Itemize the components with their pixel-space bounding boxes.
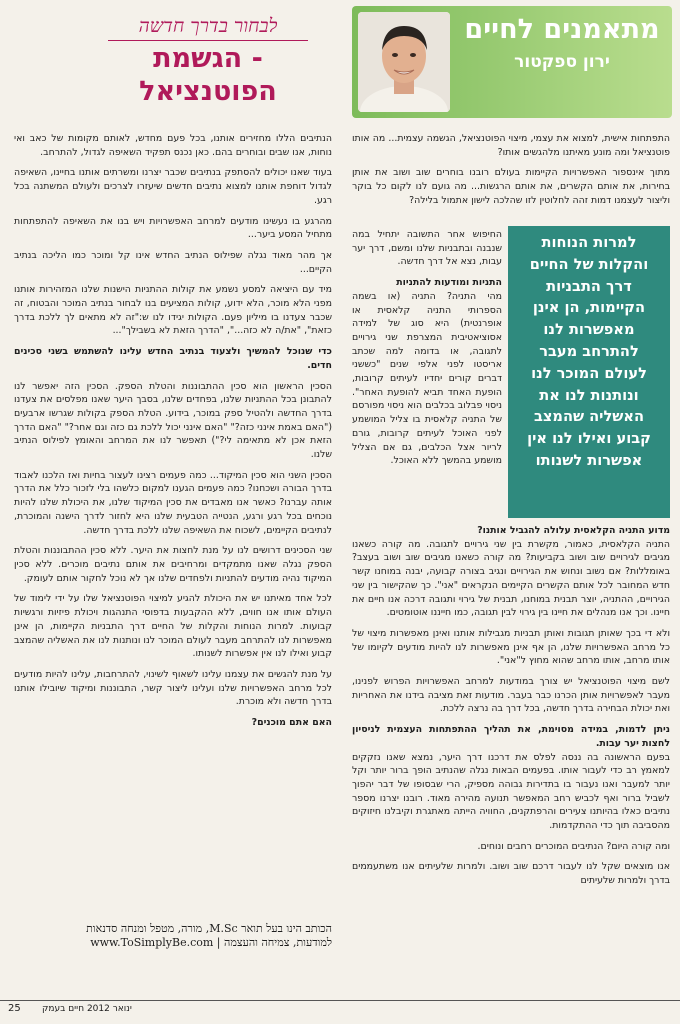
section-heading: התניות ומודעות להתניות <box>396 277 502 289</box>
paragraph: בפעם הראשונה בה ננסה לפלס את דרכנו דרך היער, נמצא שאנו נזקקים למאמץ רב כדי לעבור אותו. בפעמים הבאות נגלה שהנתיב הופך ברור יותר וקל יותר למעבר ואנו נעבור בו בתדירות גבוהה מספיק, הרי שבסופו של דבר יהפוך לשביל ברור ואף לכביש רחב המאפשר תנועה מהירה מאוד. רובנו יצרנו מספר נתיבים כאלו בהיותנו צעירים והרפתקנים, החוויה הייתה מאתגרת וקיבלנו חיזוקים מהסביבה תוך כדי ההתקדמות. <box>352 751 670 832</box>
paragraph: בעוד שאנו יכולים להסתפק בנתיבים שכבר יצרנו ומשרתים אותנו בחיינו, השאיפה לגדול דוחפת אותנו למצוא נתיבים חדשים שיעזרו לצרכים ולעולם המשתנה בכל רגע. <box>14 167 332 206</box>
left-column-body <box>14 132 332 737</box>
publication-name: ינואר 2012 חיים בעמק <box>42 1004 132 1014</box>
credit-line-1: הכותב הינו בעל תואר M.Sc, מורה, מטפל ומנחה סדנאות <box>86 922 332 935</box>
paragraph: ולא די בכך שאותן תגובות ואותן תבניות מגבילות אותנו ואינן מאפשרות מיצוי של כל מרחב האפשרויות שלנו, הן אף אינן מאפשרות לנו להיות מודעים לקיומו של אותו מרחב, אותו מרחב שהוא מחוץ ל"אני". <box>352 627 670 667</box>
headline-line-1: - הגשמת <box>153 43 263 74</box>
emphasized-paragraph: האם אתם מוכנים? <box>251 717 332 729</box>
pull-quote-line: והקלות של החיים <box>529 255 649 273</box>
author-photo <box>358 12 450 112</box>
paragraph: מתוך אינספור האפשרויות הקיימות בעולם רובנו בוחרים שוב ושוב את אותן בחירות, את אותם הקשרים, את אותם הרגשות... מה גועם לנו לקום כל בוקר וליצור לעצמנו דמות זהה לחלוטין לזו שהלכה לישון אתמול בלילה? <box>352 167 670 206</box>
paragraph: אנו מוצאים שקל לנו לעבור דרכם שוב ושוב. ולמרות שלעיתים אנו משתעממים בדרך ולמרות שלעיתים <box>352 861 670 887</box>
paragraph: על מנת להגשים את עצמנו עלינו לשאוף לשינוי, להתרחבות, עלינו להיות מודעים לכל מרחב האפשרויות שלנו ועלינו ליצור קשר, התבוננות ומיקוד שיובילו אותנו בדרך חדשה ולא מוכרת. <box>14 668 332 708</box>
paragraph: מהרגע בו נעשינו מודעים למרחב האפשרויות ויש בנו את השאיפה להתפתחות מתחיל המסע ביער... <box>14 215 332 241</box>
paragraph: לשם מיצוי הפוטנציאל יש צורך במודעות למרחב האפשרויות הפרוש לפנינו, מעבר לאפשרויות אותן הכרנו כבר בעבר. מודעות זאת מציבה בידנו את האחריות ואת יכולת הבחירה בדרך חדשה, בכל דרך בה נרצה ללכת. <box>352 676 670 715</box>
pull-quote-line: קבוע ואילו לנו אין <box>527 430 651 448</box>
section-heading: מדוע התניה הקלאסית עלולה להגביל אותנו? <box>477 525 670 536</box>
emphasized-paragraph: כדי שנוכל להמשיך ולצעוד בנתיב החדש עלינו להשתמש בשני סכינים חדים. <box>14 346 332 371</box>
pull-quote <box>508 226 670 518</box>
paragraph: הסכין הראשון הוא סכין ההתבוננות והטלת הספק. הסכין הזה יאפשר לנו להתבונן בכל ההתניות שלנו, בפחדים שלנו, בסבך היער שאנו מפלסים את צעדנו בדרך החדשה ולהטיל ספק במוכר, בידוע. הטלת הספק בקולות שגרשו ארבעים ("האם באמת אינני כזה?" "האם אינני יכול ללכת גם כזה וגם אחר?" "האם הדרך הזאת אכן לא מתאימה לי?") תאפשר לנו את המרחב והאומץ לפילוס הנתיב שלנו. <box>14 380 332 461</box>
column-banner <box>352 6 672 118</box>
conditioning-section <box>352 228 502 475</box>
author-portrait-icon <box>358 12 450 112</box>
pull-quote-line: מאפשרות לנו <box>543 321 635 339</box>
page-footer <box>0 1000 680 1019</box>
pull-quote-line: ונותנות לנו את <box>539 386 639 404</box>
author-credit <box>14 922 332 950</box>
column-tagline <box>456 82 668 112</box>
paragraph: מיד עם היציאה למסע נשמע את קולות ההתניות הישנות שלנו המזהירות אותנו מפני הלא מוכר, הלא ידוע, קולות המציעים בנו לבחור בנתיב המוכר והבטוח, זה שכבר צעדנו בו מיליון פעם. הקולות יגידו לנו ש:"זה לא מתאים לך ללכת בדרך כזאת", "את/ה לא כזה...", "הדרך הזאת לא בשבילך"... <box>14 284 332 337</box>
right-column-body <box>352 524 670 895</box>
paragraph: הנתיבים הללו מחזירים אותנו, בכל פעם מחדש, לאותם מקומות של כאב ואי נוחות, אנו שבים ובוחרים בהם. כאן נכנס תפקיד השאיפה לגדול, להתרחב. <box>14 133 332 158</box>
intro-paragraphs <box>352 132 670 215</box>
credit-line-2: למודעות, צמיחה והעצמה | <box>216 936 332 949</box>
pull-quote-line: האשליה שהמצב <box>533 408 645 426</box>
website-link[interactable]: www.ToSimplyBe.com <box>90 936 214 949</box>
pull-quote-line: להתרחב מעבר <box>539 342 639 360</box>
article-header <box>88 14 328 107</box>
section-heading: ניתן לדמות, במידה מסוימת, את תהליך ההתפתחות העצמית לניסיון לחצות יער עבות. <box>352 724 670 749</box>
page-number: 25 <box>8 1003 21 1014</box>
pull-quote-line: אפשרות לשנותו <box>535 451 643 469</box>
headline-line-2: הפוטנציאל <box>139 76 277 107</box>
author-name: ירון ספקטור <box>514 52 610 72</box>
paragraph: מהי התניה? התניה (או בשמה הספרותי התניה קלאסית או אופרנטית) היא סוג של למידה אסוציאטיבית המצרפת שני גירויים לתגובה, או בדומה למה שכתב אריסטו לפני אלפי שנים "כששני דברים קורים יחדיו לעיתים קרובות, הופעת האחד תביא להופעת האחר". ניסוי פבלוב בכלבים הוא ניסוי מפורסם של התניה קלאסית בו צליל המושמע לפני האוכל לעיתים קרובות, גורם לריור אצל הכלבים, גם אם הצליל מושמע בהמשך ללא האוכל. <box>352 290 502 467</box>
paragraph: לכל אחד מאיתנו יש את היכולת להגיע למיצוי הפוטנציאל שלו על ידי לימוד של העולם אותו אנו חווים, ללא ההקבעות בדפוסי התנהגות ויכולת פיזיות ורגשיות קבועות. למרות הנוחות והקלות של החיים דרך התבניות הקיימות, הן אינן מאפשרות לנו להתרחב מעבר לעולם המוכר לנו ונותנות לנו את האשליה שהמצב קבוע ואילו לנו אין אפשרות לשנותו. <box>14 593 332 660</box>
paragraph: הסכין השני הוא סכין המיקוד... כמה פעמים רצינו לעצור בחיות ואז הלכנו לאבוד בדרך הבורה ושכחנו? כמה פעמים הגענו למקום כלשהו בלי לזכור כלל את הדרך אותה עברנו? כאשר אנו מאבדים את סכין המיקוד שלנו, את היכולת שלנו להיות נוכחים בכל רגע ורגע, הנטייה הטבעית שלנו היא לחזור לדרך הישנה והמוכרת, לנתיבים הקיימים, לשכוח את השאיפה שלנו ללכת בדרך חדשה. <box>14 469 332 536</box>
paragraph: החיפוש אחר התשובה יתחיל במה שנבנה ובתבניות שלנו ומשם, דרך יער עבות, נצא אל דרך חדשה. <box>352 229 502 268</box>
kicker: לבחור בדרך חדשה <box>138 15 278 37</box>
pull-quote-line: למרות הנוחות <box>541 234 637 251</box>
kicker-divider <box>108 40 308 41</box>
paragraph: התפתחות אישית, למצוא את עצמי, מיצוי הפוטנציאל, הגשמה עצמית... מה אותו פוטנציאל ומה מונע מאיתנו מלהגשים אותו? <box>352 133 670 158</box>
pull-quote-line: לעולם המוכר לנו <box>531 364 647 382</box>
pull-quote-line: דרך התבניות <box>546 277 632 295</box>
column-title: מתאמנים לחיים <box>464 14 660 45</box>
pull-quote-line: הקיימות, הן אינן <box>532 299 646 317</box>
paragraph: ומה קורה היום? הנתיבים המוכרים רחבים ונוחים. <box>477 840 670 852</box>
paragraph: שני הסכינים דרושים לנו על מנת לחצות את היער. ללא סכין ההתבוננות והטלת הספק נגלה שאנו מתמקדים ומרחיבים את אותם נתיבים מוכרים. ללא סכין המיקוד נהיה מודעים להתניות ולפחדים שלנו אך לא נוכל לחקור אותם לעומק. <box>14 545 332 584</box>
paragraph: אך מהר מאוד נגלה שפילוס הנתיב החדש אינו קל ומוכר כמו הליכה בנתיב הקיים... <box>14 249 332 275</box>
paragraph: התניה הקלאסית, כאמור, מקשרת בין שני גירויים לתגובה. מה קורה כשאנו מגיבים לגירויים שוב ושוב בקביעות? מה קורה כשאנו מגיבים שוב ושוב בעצב? באומללות? אם נשוב ונחוש את הגירויים ונגיב בצורה קבועה, יבנה במוחנו קשר חדש המחובר לכל אותם הקשרים הקיימים הנקראים "אני". כך שהקישור בין שני הגירויים, ההתניה, יוצר תבנית במוחנו, תבנית של גירוי ותגובה דרכה אנו חיים את חיינו. וכך אנו מנהלים את חיינו בין גירוי לבין תגובה, כמו חייננו אוטומטים. <box>352 538 670 619</box>
